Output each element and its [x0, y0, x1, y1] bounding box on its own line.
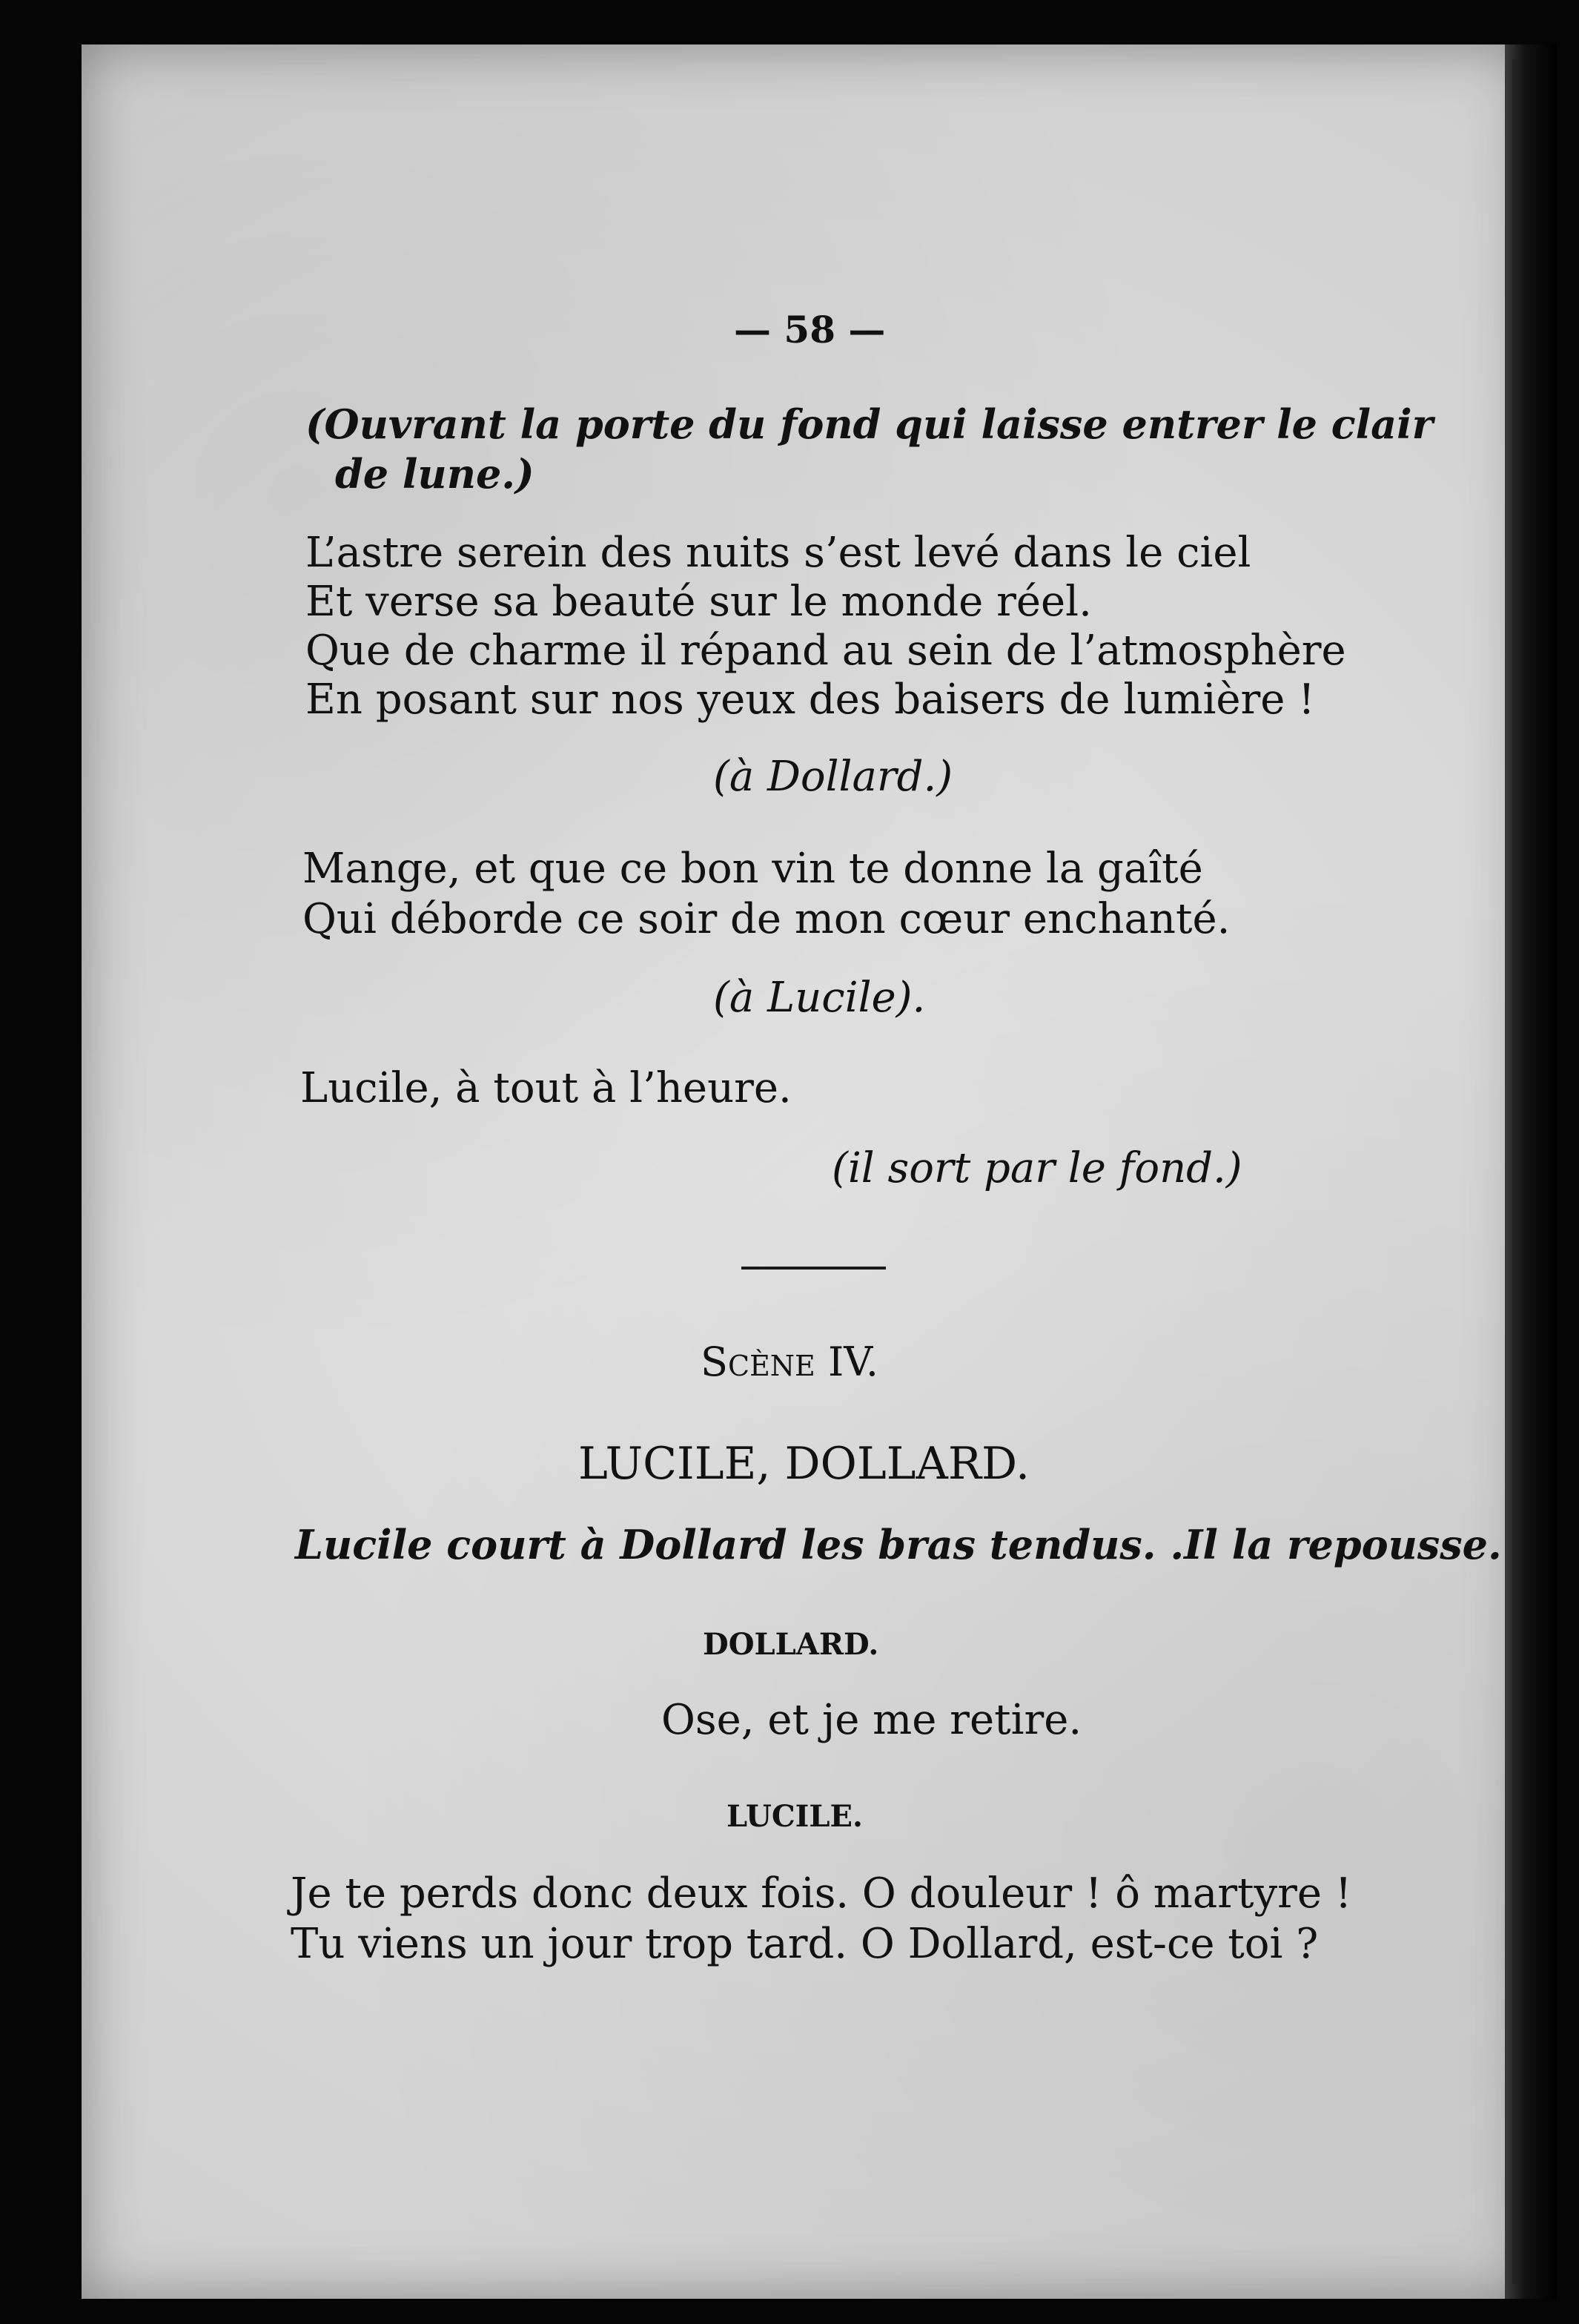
verse-line-3: Que de charme il répand au sein de l’atmosphère [305, 627, 1346, 675]
verse-line-5: Mange, et que ce bon vin te donne la gaîté [302, 845, 1203, 893]
scene-characters: LUCILE, DOLLARD. [578, 1438, 1030, 1490]
direction-a-dollard: (à Dollard.) [713, 753, 953, 801]
speaker-lucile: LUCILE. [726, 1799, 863, 1834]
page-number: — 58 — [734, 308, 886, 351]
verse-line-6: Qui déborde ce soir de mon cœur enchanté. [302, 895, 1231, 943]
lucile-line-2: Tu viens un jour trop tard. O Dollard, est-ce toi ? [291, 1920, 1319, 1968]
stage-direction-line-2: de lune.) [335, 450, 534, 498]
verse-line-7: Lucile, à tout à l’heure. [300, 1064, 792, 1112]
lucile-line-1: Je te perds donc deux fois. O douleur ! ô martyre ! [291, 1869, 1352, 1918]
scene-direction: Lucile court à Dollard les bras tendus. .Il la repousse. [295, 1521, 1502, 1568]
binding-line [1512, 59, 1517, 2284]
dollard-line: Ose, et je me retire. [661, 1696, 1082, 1744]
scene-title: Scène IV. [701, 1338, 879, 1385]
section-divider [741, 1267, 886, 1270]
verse-line-4: En posant sur nos yeux des baisers de lumière ! [305, 676, 1315, 724]
verse-line-1: L’astre serein des nuits s’est levé dans le ciel [305, 529, 1251, 577]
direction-il-sort: (il sort par le fond.) [832, 1144, 1242, 1192]
stage-direction-line-1: (Ouvrant la porte du fond qui laisse entrer le clair [305, 400, 1434, 448]
verse-line-2: Et verse sa beauté sur le monde réel. [305, 578, 1092, 626]
speaker-dollard: DOLLARD. [703, 1627, 879, 1662]
direction-a-lucile: (à Lucile). [713, 974, 926, 1022]
